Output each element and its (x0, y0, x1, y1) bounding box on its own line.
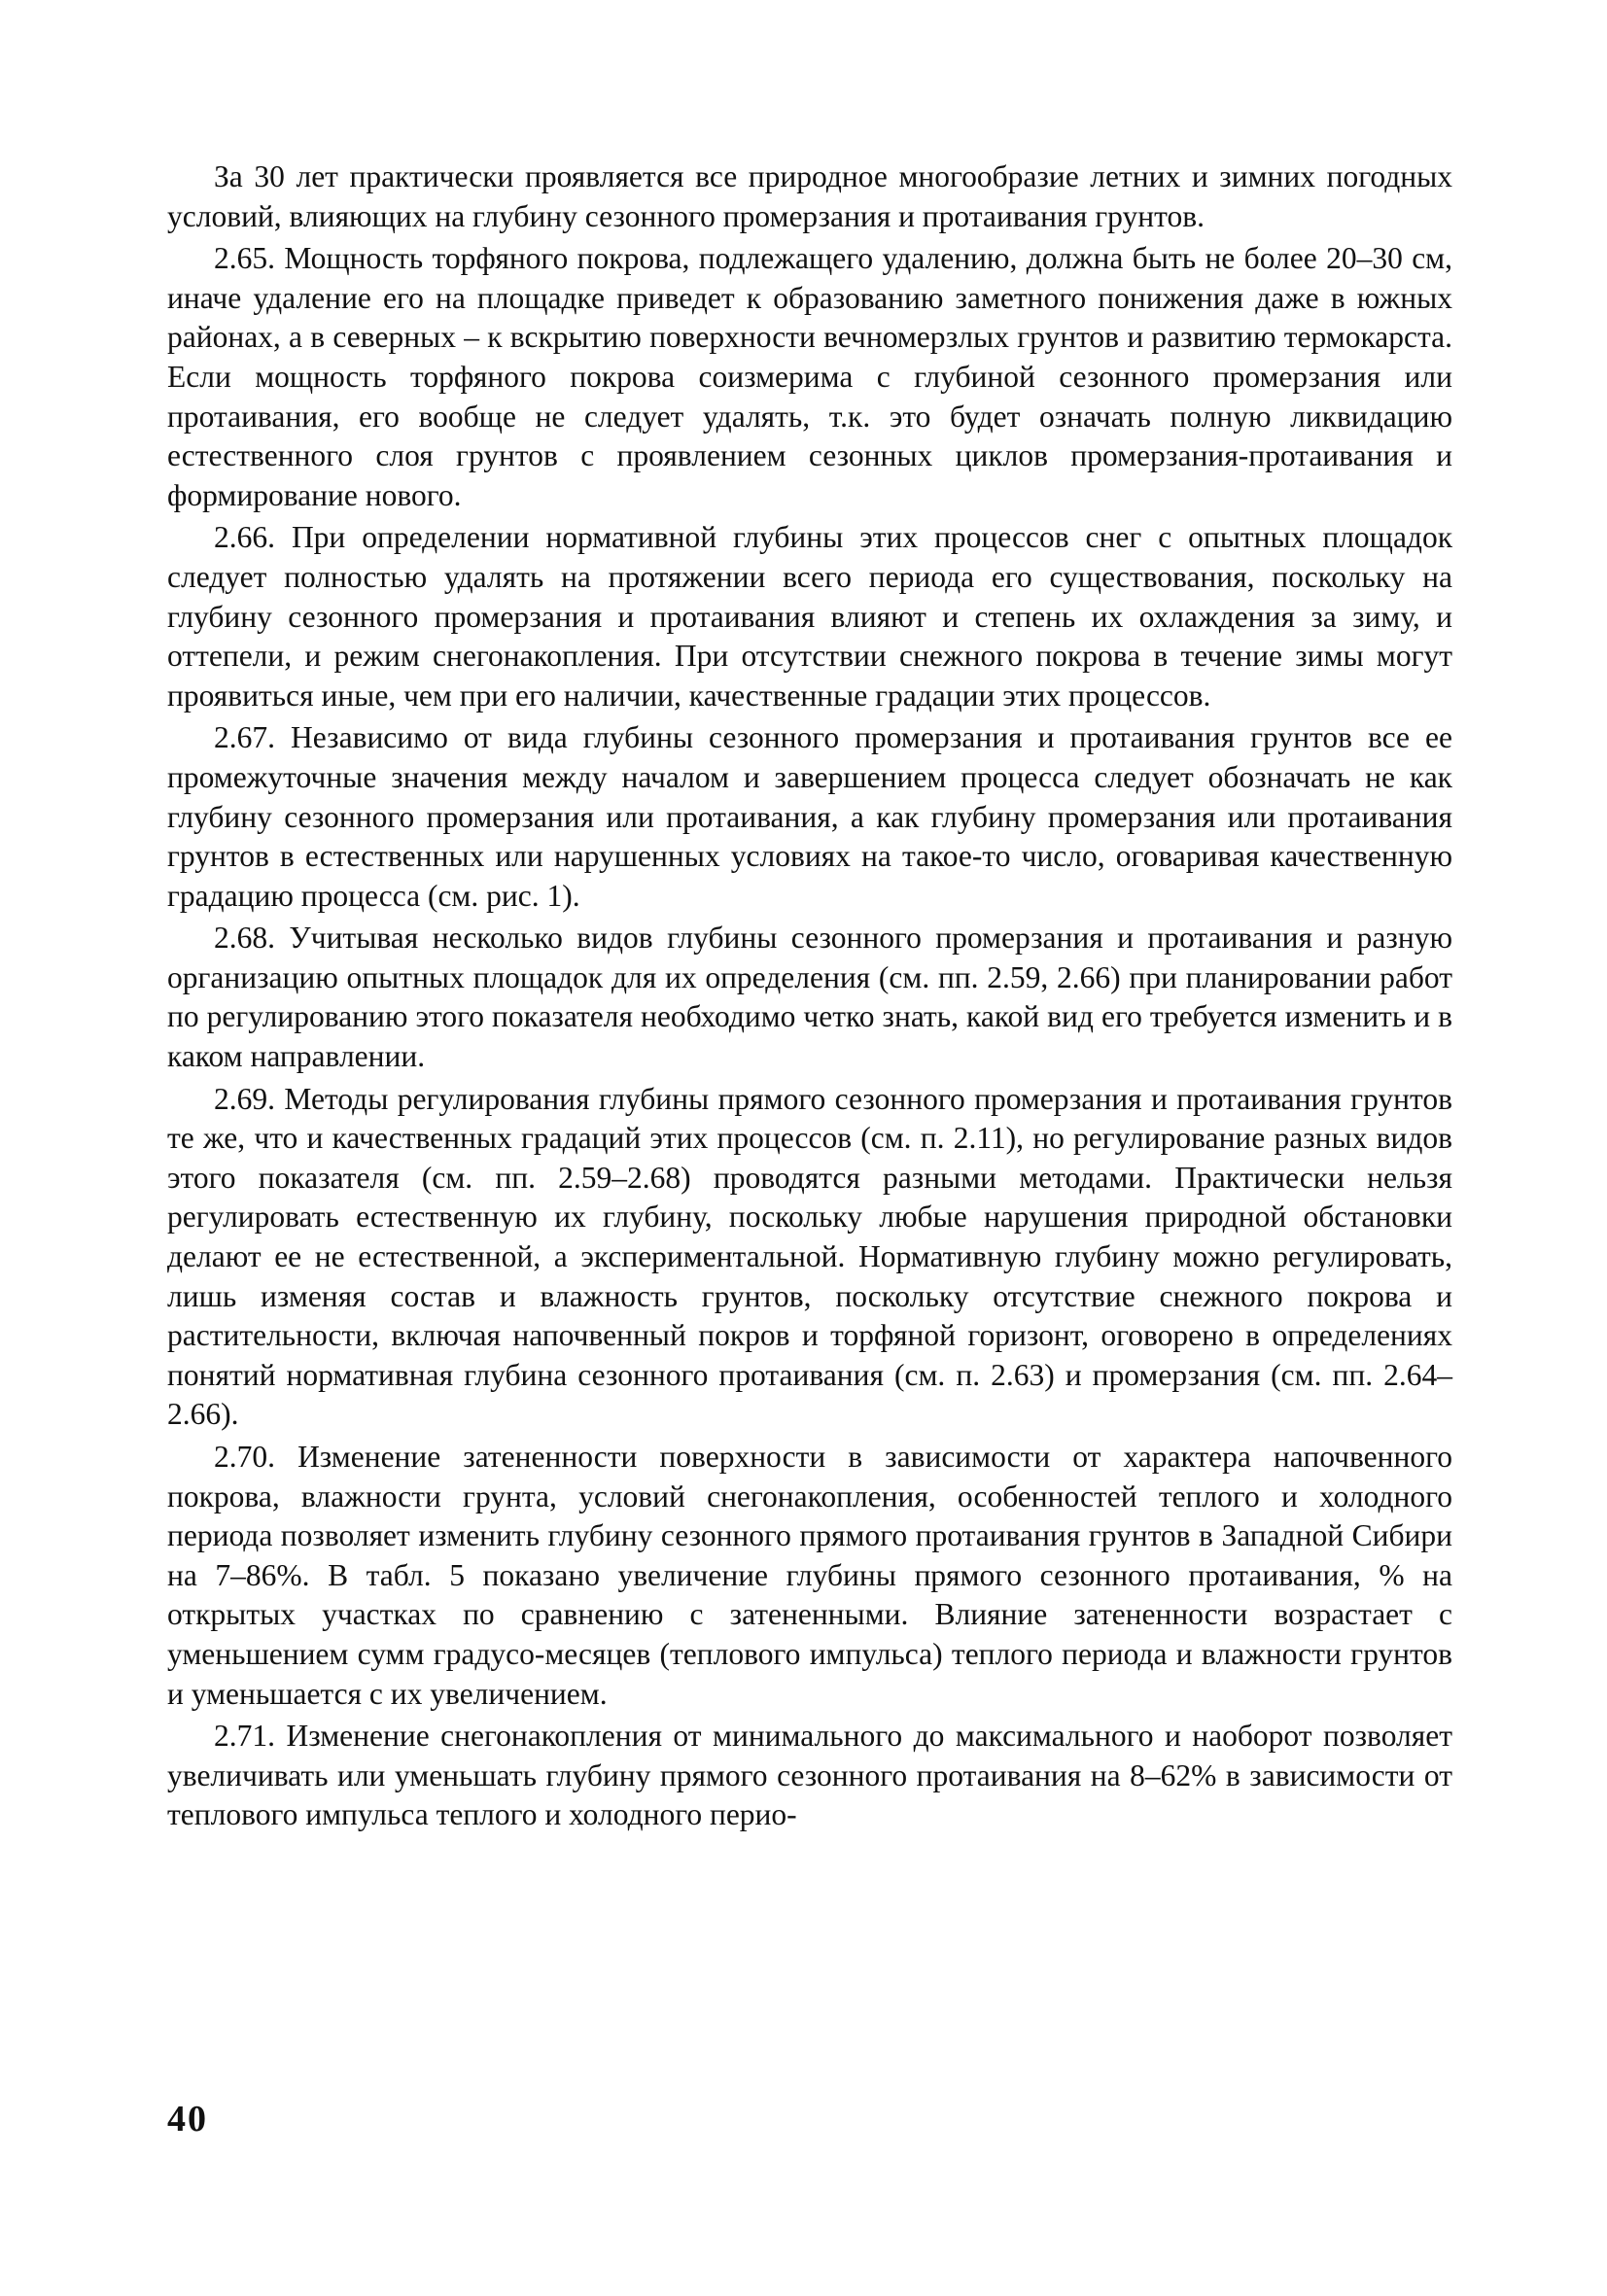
paragraph-text: Мощность торфяного покрова, подлежащего удалению, должна быть не более 20–30 см, иначе удаление его на площадке приведет к образованию заметного понижения даже в южных районах, а в северных – к вскрытию поверхности вечномерзлых грунтов и развитию термокарста. Если мощность торфяного покрова соизмерима с глубиной сезонного промерзания или протаивания, его вообще не следует удалять, т.к. это будет означать полную ликвидацию естественного слоя грунтов с проявлением сезонных циклов промерзания-протаивания и формирование нового. (167, 241, 1452, 512)
paragraph-number: 2.65. (214, 241, 275, 276)
paragraph-number: 2.69. (214, 1081, 275, 1116)
paragraph-2-66 (167, 518, 1452, 715)
paragraph-number: 2.67. (214, 720, 275, 755)
paragraph-intro (167, 157, 1452, 236)
paragraph-text: Учитывая несколько видов глубины сезонного промерзания и протаивания и разную организацию опытных площадок для их определения (см. пп. 2.59, 2.66) при планировании работ по регулированию этого показателя необходимо четко знать, какой вид его требуется изменить и в каком направлении. (167, 921, 1452, 1074)
paragraph-2-69 (167, 1080, 1452, 1435)
paragraph-text: Изменение затененности поверхности в зависимости от характера напочвенного покрова, влажности грунта, условий снегонакопления, особенностей теплого и холодного периода позволяет изменить глубину сезонного прямого протаивания грунтов в Западной Сибири на 7–86%. В табл. 5 показано увеличение глубины прямого сезонного протаивания, % на открытых участках по сравнению с затененными. Влияние затененности возрастает с уменьшением сумм градусо-месяцев (теплового импульса) теплого периода и влажности грунтов и уменьшается с их увеличением. (167, 1440, 1452, 1711)
paragraph-2-65 (167, 239, 1452, 515)
paragraph-number: 2.70. (214, 1440, 275, 1474)
paragraph-text: Методы регулирования глубины прямого сезонного промерзания и протаивания грунтов те же, что и качественных градаций этих процессов (см. п. 2.11), но регулирование разных видов этого показателя (см. пп. 2.59–2.68) проводятся разными методами. Практически нельзя регулировать естественную их глубину, поскольку любые нарушения природной обстановки делают ее не естественной, а экспериментальной. Нормативную глубину можно регулировать, лишь изменяя состав и влажность грунтов, поскольку отсутствие снежного покрова и растительности, включая напочвенный покров и торфяной горизонт, оговорено в определениях понятий нормативная глубина сезонного протаивания (см. п. 2.63) и промерзания (см. пп. 2.64–2.66). (167, 1081, 1453, 1432)
page-number: 40 (167, 2099, 208, 2139)
page-body (167, 157, 1452, 1835)
paragraph-text: За 30 лет практически проявляется все природное многообразие летних и зимних погодных условий, влияющих на глубину сезонного промерзания и протаивания грунтов. (167, 159, 1452, 233)
paragraph-2-70 (167, 1438, 1452, 1714)
paragraph-number: 2.68. (214, 921, 275, 956)
paragraph-2-67 (167, 718, 1452, 916)
paragraph-2-71 (167, 1717, 1452, 1835)
paragraph-text: При определении нормативной глубины этих процессов снег с опытных площадок следует полностью удалять на протяжении всего периода его существования, поскольку на глубину сезонного промерзания и протаивания влияют и степень их охлаждения за зиму, и оттепели, и режим снегонакопления. При отсутствии снежного покрова в течение зимы могут проявиться иные, чем при его наличии, качественные градации этих процессов. (167, 520, 1453, 713)
paragraph-text: Независимо от вида глубины сезонного промерзания и протаивания грунтов все ее промежуточные значения между началом и завершением процесса следует обозначать не как глубину сезонного промерзания или протаивания, а как глубину промерзания или протаивания грунтов в естественных или нарушенных условиях на такое-то число, оговаривая качественную градацию процесса (см. рис. 1). (167, 720, 1453, 913)
paragraph-number: 2.71. (214, 1719, 275, 1754)
paragraph-2-68 (167, 919, 1452, 1076)
paragraph-number: 2.66. (214, 520, 275, 555)
paragraph-text: Изменение снегонакопления от минимального до максимального и наоборот позволяет увеличивать или уменьшать глубину прямого сезонного протаивания на 8–62% в зависимости от теплового импульса теплого и холодного перио- (167, 1719, 1453, 1832)
